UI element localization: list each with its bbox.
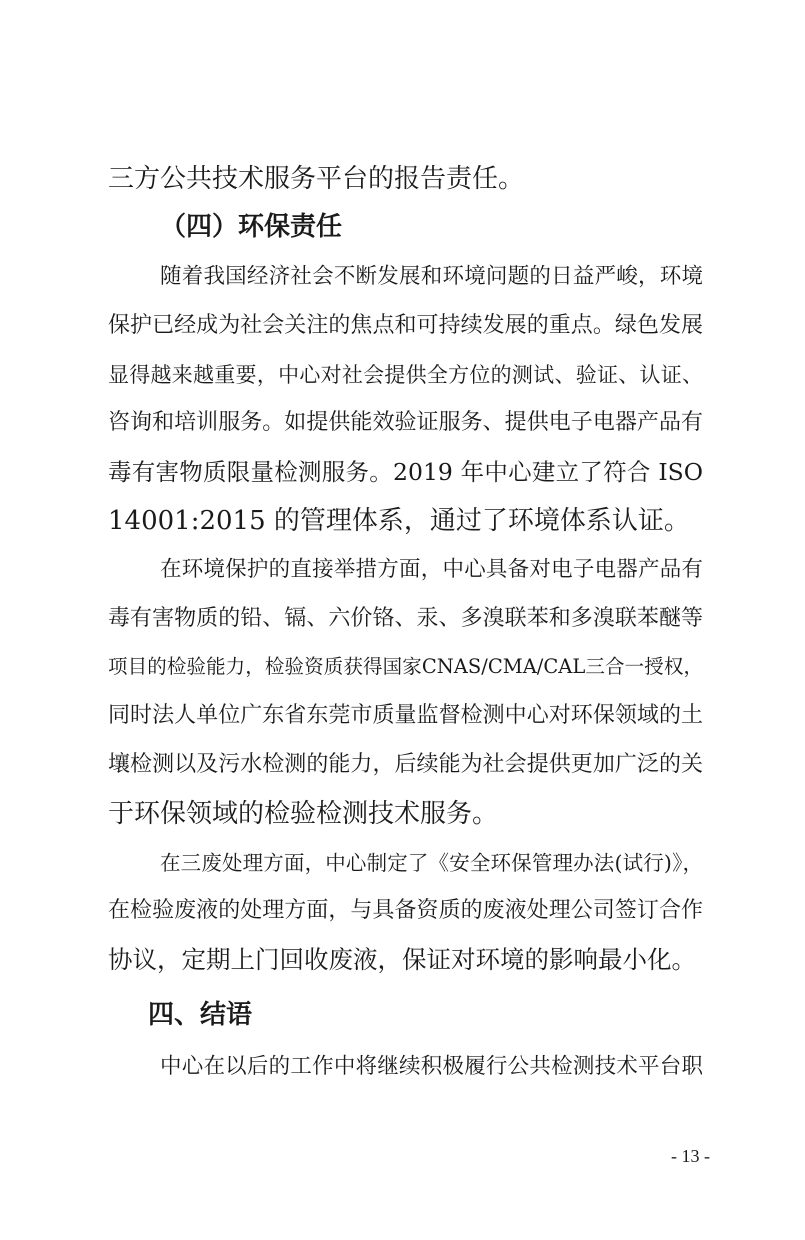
paragraph-line: 在检验废液的处理方面，与具备资质的废液处理公司签订合作 — [108, 898, 703, 923]
paragraph-line: 壤检测以及污水检测的能力，后续能为社会提供更加广泛的关 — [108, 752, 703, 777]
paragraph-line: 14001:2015 的管理体系，通过了环境体系认证。 — [108, 506, 690, 536]
paragraph-line: 在环境保护的直接举措方面，中心具备对电子电器产品有 — [160, 557, 703, 582]
paragraph-line: 协议，定期上门回收废液，保证对环境的影响最小化。 — [108, 945, 696, 974]
paragraph-line: 毒有害物质限量检测服务。2019 年中心建立了符合 ISO — [108, 458, 703, 486]
paragraph-line: 中心在以后的工作中将继续积极履行公共检测技术平台职 — [160, 1054, 703, 1079]
paragraph-line: 咨询和培训服务。如提供能效验证服务、提供电子电器产品有 — [108, 410, 703, 435]
paragraph-line: 项目的检验能力，检验资质获得国家CNAS/CMA/CAL三合一授权， — [108, 655, 703, 678]
paragraph-line: 三方公共技术服务平台的报告责任。 — [108, 164, 525, 194]
paragraph-line: 随着我国经济社会不断发展和环境问题的日益严峻，环境 — [160, 264, 703, 289]
paragraph-line: 同时法人单位广东省东莞市质量监督检测中心对环保领域的土 — [108, 703, 703, 728]
paragraph-line: 在三废处理方面，中心制定了《安全环保管理办法(试行)》， — [160, 851, 703, 875]
paragraph-line: 毒有害物质的铅、镉、六价铬、汞、多溴联苯和多溴联苯醚等 — [108, 606, 703, 631]
section-heading-environmental-responsibility: （四）环保责任 — [160, 212, 343, 242]
section-heading-conclusion: 四、结语 — [148, 1000, 253, 1030]
paragraph-line: 显得越来越重要，中心对社会提供全方位的测试、验证、认证、 — [108, 363, 703, 387]
paragraph-line: 于环保领域的检验检测技术服务。 — [108, 799, 499, 829]
paragraph-line: 保护已经成为社会关注的焦点和可持续发展的重点。绿色发展 — [108, 313, 703, 338]
page-number: - 13 - — [671, 1146, 710, 1166]
